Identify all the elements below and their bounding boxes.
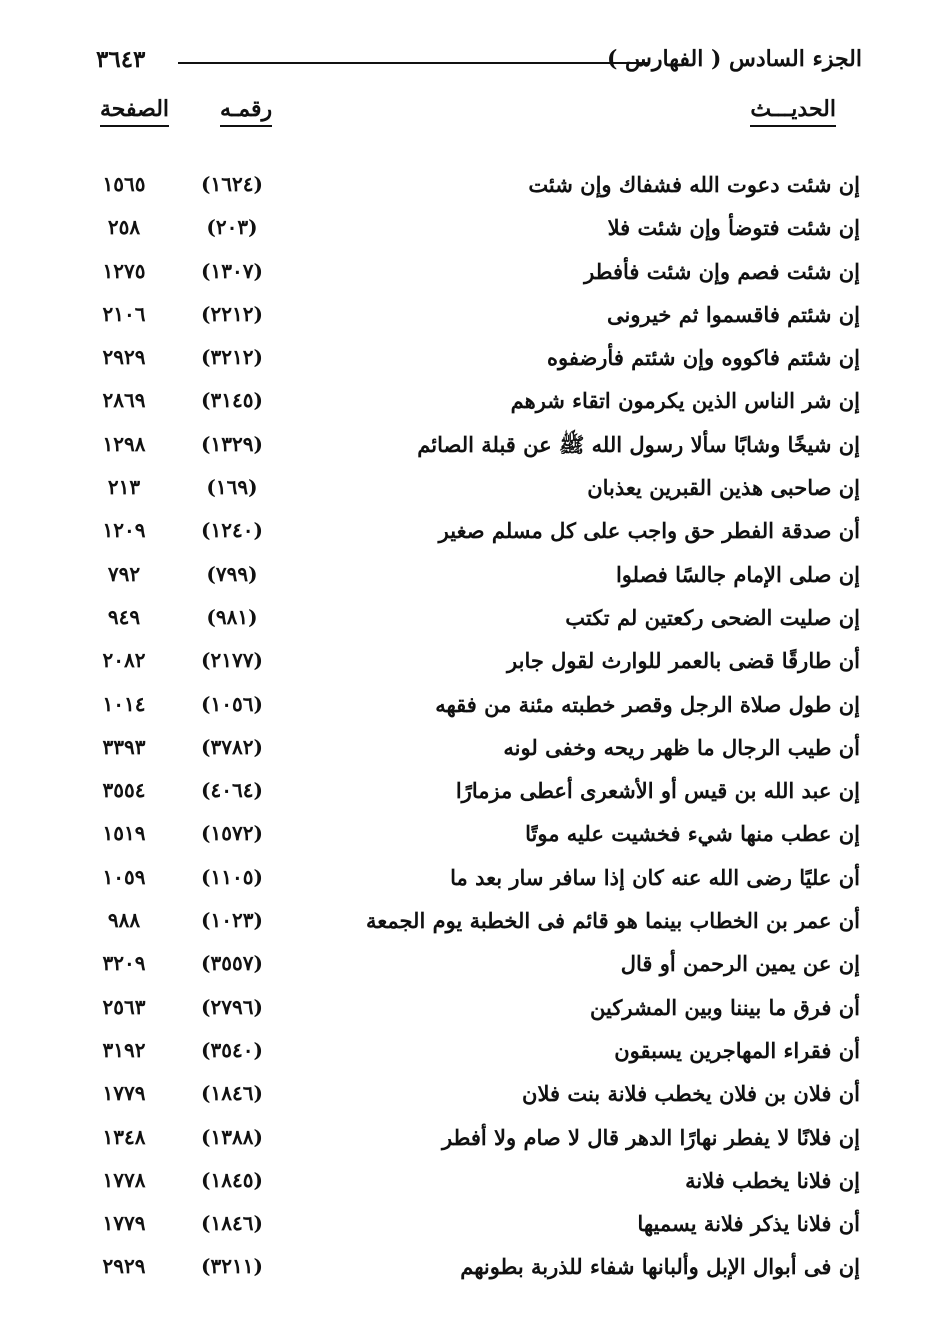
hadith-text: أن صدقة الفطر حق واجب على كل مسلم صغير	[438, 518, 860, 544]
index-row	[0, 510, 942, 553]
hadith-number: (١٠٥٦)	[201, 691, 263, 716]
index-row	[0, 1117, 942, 1160]
index-row	[0, 813, 942, 856]
hadith-text: إن شئت دعوت الله فشفاك وإن شئت	[528, 172, 860, 197]
hadith-number: (١٨٤٥)	[201, 1167, 263, 1192]
column-heading-number	[220, 96, 272, 127]
hadith-text: أن عمر بن الخطاب بينما هو قائم فى الخطبة يوم الجمعة	[365, 908, 860, 934]
page-ref: ١٥١٩	[102, 821, 146, 846]
page-ref: ٩٨٨	[107, 908, 141, 933]
hadith-number: (١٦٩)	[206, 475, 258, 500]
hadith-number: (١٦٢٤)	[201, 172, 263, 196]
column-heading-hadith	[750, 96, 836, 127]
index-row	[0, 294, 942, 337]
index-row	[0, 251, 942, 294]
column-heading-page-label: الصفحة	[100, 96, 169, 127]
index-rows	[0, 164, 942, 1290]
hadith-number: (٣٢١١)	[201, 1254, 263, 1279]
index-row	[0, 857, 942, 900]
hadith-text: إن فى أبوال الإبل وألبانها شفاء للذربة بطونهم	[460, 1254, 860, 1280]
page-ref: ١٠٥٩	[102, 864, 146, 889]
column-heading-number-label: رقمـه	[220, 96, 272, 127]
index-row	[0, 1073, 942, 1116]
hadith-text: أن فلان بن فلان يخطب فلانة بنت فلان	[522, 1081, 860, 1107]
page-ref: ٣١٩٢	[102, 1037, 146, 1062]
index-row	[0, 164, 942, 207]
hadith-number: (١٠٢٣)	[201, 908, 263, 933]
hadith-number: (١٥٧٢)	[201, 821, 263, 846]
hadith-text: إن شئتم فاكووه وإن شئتم فأرضفوه	[546, 345, 860, 371]
hadith-number: (١٣٠٧)	[201, 258, 263, 283]
page-ref: ٣٢٠٩	[102, 951, 146, 976]
column-heading-page	[100, 96, 169, 127]
hadith-text: إن فلانا يخطب فلانة	[685, 1167, 860, 1193]
hadith-text: إن صاحبى هذين القبرين يعذبان	[587, 475, 860, 501]
hadith-number: (١٨٤٦)	[201, 1211, 263, 1236]
column-heading-hadith-label: الحديـــث	[750, 96, 836, 127]
page-ref: ١٧٧٨	[102, 1167, 146, 1192]
index-row	[0, 597, 942, 640]
hadith-text: أن فلانا يذكر فلانة يسميها	[637, 1211, 860, 1237]
page-ref: ٢٥٨	[107, 215, 141, 240]
page-ref: ٣٥٥٤	[102, 778, 146, 803]
page-ref: ٢١٣	[107, 475, 141, 500]
hadith-number: (٢١٧٧)	[201, 648, 263, 673]
index-row	[0, 684, 942, 727]
hadith-number: (٢٧٩٦)	[201, 994, 263, 1019]
hadith-text: أن فرق ما بيننا وبين المشركين	[590, 994, 860, 1020]
page-ref: ١٢٧٥	[102, 258, 146, 283]
page-ref: ١٧٧٩	[102, 1211, 146, 1236]
hadith-text: أن عليًا رضى الله عنه كان إذا سافر سار بعد ما	[450, 864, 860, 890]
index-row	[0, 1160, 942, 1203]
running-header	[0, 46, 942, 86]
hadith-text: إن شئت فتوضأ وإن شئت فلا	[607, 215, 860, 241]
hadith-number: (١٨٤٦)	[201, 1081, 263, 1106]
hadith-number: (٢٢١٢)	[201, 301, 263, 326]
hadith-text: إن صلى الإمام جالسًا فصلوا	[615, 561, 860, 587]
index-row	[0, 207, 942, 250]
page-ref: ١٧٧٩	[102, 1081, 146, 1106]
hadith-text: أن طارقًا قضى بالعمر للوارث لقول جابر	[507, 648, 860, 674]
hadith-text: أن فقراء المهاجرين يسبقون	[614, 1037, 860, 1063]
hadith-number: (٤٠٦٤)	[201, 778, 263, 803]
index-row	[0, 640, 942, 683]
header-rule	[178, 62, 650, 64]
index-row	[0, 1203, 942, 1246]
hadith-text: أن طيب الرجال ما ظهر ريحه وخفى لونه	[503, 734, 860, 760]
page-ref: ٩٤٩	[107, 604, 141, 629]
hadith-number: (٩٨١)	[206, 604, 258, 629]
page-number: ٣٦٤٣	[96, 46, 146, 73]
hadith-number: (١٣٢٩)	[201, 431, 263, 456]
hadith-text: إن شئتم فاقسموا ثم خيرونى	[607, 301, 860, 327]
hadith-text: إن صليت الضحى ركعتين لم تكتب	[565, 604, 860, 630]
page-ref: ٢٨٦٩	[102, 388, 146, 413]
index-row	[0, 1030, 942, 1073]
hadith-text: إن شيخًا وشابًا سألا رسول الله ﷺ عن قبلة الصائم	[417, 431, 860, 457]
hadith-text: إن فلانًا لا يفطر نهارًا الدهر قال لا صام ولا أفطر	[442, 1124, 860, 1150]
index-row	[0, 380, 942, 423]
index-row	[0, 900, 942, 943]
page-ref: ١٥٦٥	[102, 172, 146, 196]
page-ref: ٣٣٩٣	[102, 734, 146, 759]
running-title: الجزء السادس ( الفهارس )	[606, 46, 862, 72]
page-ref: ٢٥٦٣	[102, 994, 146, 1019]
page-ref: ١٠١٤	[102, 691, 146, 716]
hadith-text: إن عن يمين الرحمن أو قال	[620, 951, 860, 977]
hadith-number: (٣٥٥٧)	[201, 951, 263, 976]
index-row	[0, 424, 942, 467]
page-ref: ٧٩٢	[107, 561, 141, 586]
hadith-text: إن عطب منها شيء فخشيت عليه موتًا	[525, 821, 860, 847]
page-ref: ٢٩٢٩	[102, 1254, 146, 1279]
index-row	[0, 337, 942, 380]
hadith-text: إن عبد الله بن قيس أو الأشعرى أعطى مزمارًا	[455, 778, 860, 804]
index-row	[0, 987, 942, 1030]
page-ref: ٢١٠٦	[102, 301, 146, 326]
hadith-number: (٣٢١٢)	[201, 345, 263, 370]
index-row	[0, 727, 942, 770]
hadith-number: (١١٠٥)	[201, 864, 263, 889]
hadith-number: (١٢٤٠)	[201, 518, 263, 543]
hadith-number: (٧٩٩)	[206, 561, 258, 586]
page-ref: ١٢٩٨	[102, 431, 146, 456]
hadith-number: (٢٠٣)	[206, 215, 258, 240]
index-row	[0, 770, 942, 813]
page-ref: ١٢٠٩	[102, 518, 146, 543]
index-row	[0, 943, 942, 986]
hadith-number: (٣١٤٥)	[201, 388, 263, 413]
hadith-number: (٣٧٨٢)	[201, 734, 263, 759]
index-row	[0, 1246, 942, 1289]
hadith-text: إن شر الناس الذين يكرمون اتقاء شرهم	[510, 388, 860, 414]
hadith-number: (٣٥٤٠)	[201, 1037, 263, 1062]
hadith-text: إن طول صلاة الرجل وقصر خطبته مئنة من فقهه	[435, 691, 860, 717]
page-ref: ٢٩٢٩	[102, 345, 146, 370]
hadith-text: إن شئت فصم وإن شئت فأفطر	[584, 258, 860, 284]
index-row	[0, 554, 942, 597]
page-ref: ١٣٤٨	[102, 1124, 146, 1149]
hadith-number: (١٣٨٨)	[201, 1124, 263, 1149]
index-row	[0, 467, 942, 510]
column-headings	[0, 96, 942, 136]
page-ref: ٢٠٨٢	[102, 648, 146, 673]
